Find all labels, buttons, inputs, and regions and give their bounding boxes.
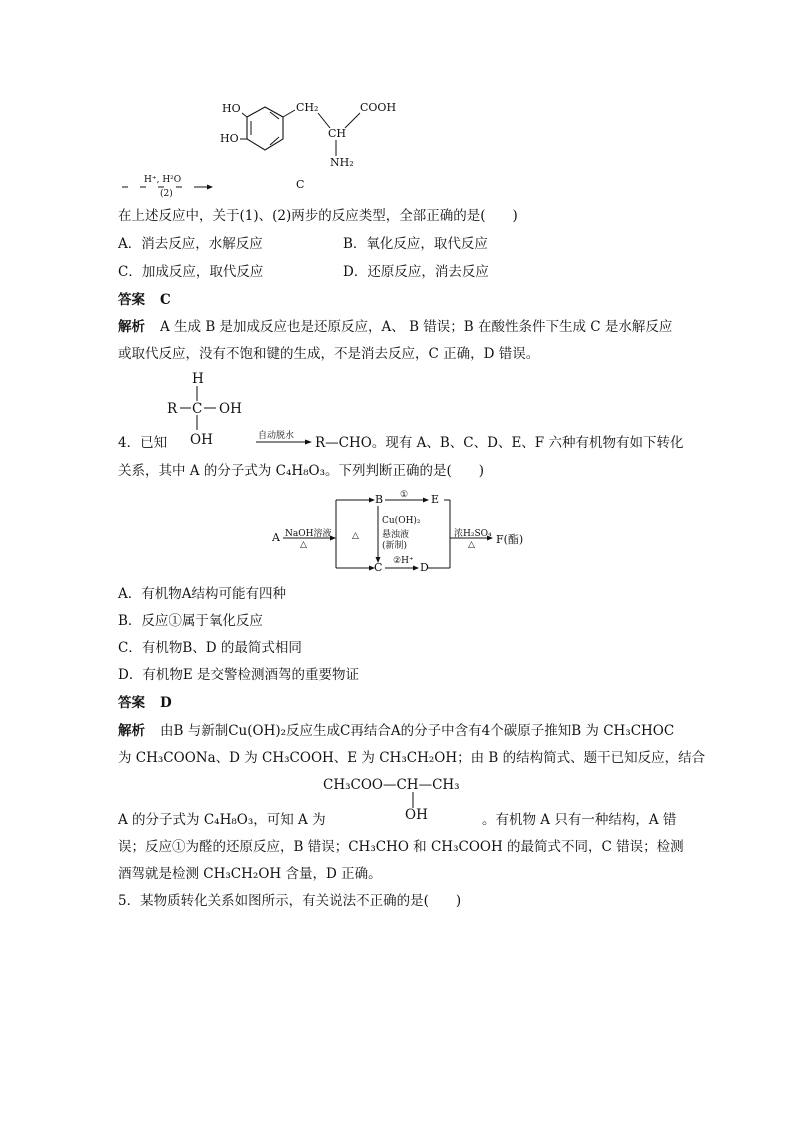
- scheme-step2: ②H⁺: [393, 556, 414, 566]
- nh2-label: NH₂: [330, 156, 354, 169]
- scheme-naoh: NaOH溶液: [285, 529, 332, 539]
- scheme-f: F(酯): [496, 533, 524, 546]
- q4-line2: 关系，其中 A 的分子式为 C₄H₈O₃。下列判断正确的是( ): [118, 463, 485, 479]
- ho-bottom-label: HO: [220, 132, 239, 145]
- q4-oh-bottom-label: OH: [190, 432, 213, 448]
- q4-oh-right-label: OH: [219, 401, 242, 417]
- q4-analysis-line3a: A 的分子式为 C₄H₈O₃，可知 A 为: [118, 812, 326, 828]
- q4-option-d: D．有机物E 是交警检测酒驾的重要物证: [118, 667, 359, 683]
- q4-analysis-line4: 误；反应①为醛的还原反应，B 错误；CH₃CHO 和 CH₃COOH 的最简式不同，C 错误；检测: [118, 839, 684, 855]
- scheme-cuoh-3: (新制): [382, 541, 408, 551]
- q3-option-d: D．还原反应，消去反应: [343, 264, 489, 280]
- q5-stem: 5．某物质转化关系如图所示，有关说法不正确的是( ): [118, 893, 462, 909]
- q4-answer: D: [160, 695, 172, 711]
- scheme-b: B: [375, 493, 384, 506]
- q4-struct2-oh: OH: [405, 807, 428, 823]
- q4-struct2-top: CH₃COO—CH—CH₃: [323, 777, 460, 793]
- q4-analysis-line2: 为 CH₃COONa、D 为 CH₃COOH、E 为 CH₃CH₂OH；由 B 的结构简式、题干已知反应，结合: [118, 750, 706, 766]
- scheme-cuoh-1: Cu(OH)₂: [382, 516, 421, 526]
- q3-analysis-line2: 或取代反应，没有不饱和键的生成，不是消去反应，C 正确，D 错误。: [118, 346, 540, 362]
- scheme-delta-mid: △: [352, 531, 359, 541]
- scheme-a: A: [272, 531, 280, 544]
- q3-analysis-line1: A 生成 B 是加成反应也是还原反应，A、 B 错误；B 在酸性条件下生成 C 是水解反应: [160, 319, 673, 335]
- q4-analysis-line3b: 。有机物 A 只有一种结构，A 错: [482, 812, 677, 828]
- q4-analysis-line5: 酒驾就是检测 CH₃CH₂OH 含量，D 正确。: [118, 866, 382, 882]
- q4-h-label: H: [192, 371, 204, 387]
- scheme-step1: ①: [400, 490, 409, 500]
- cooh-label: COOH: [360, 101, 397, 114]
- scheme-e: E: [431, 493, 440, 506]
- arrow-top-label: H⁺, H²O: [144, 175, 182, 185]
- scheme-delta2: △: [468, 540, 475, 550]
- q3-answer: C: [160, 292, 171, 308]
- scheme-cuoh-2: 悬浊液: [382, 530, 410, 540]
- q3-option-b: B．氧化反应，取代反应: [343, 236, 488, 252]
- q4-option-c: C．有机物B、D 的最简式相同: [118, 640, 302, 656]
- q4-c-label: C: [192, 401, 203, 417]
- ch-label: CH: [328, 127, 347, 140]
- q4-option-b: B．反应①属于氧化反应: [118, 613, 263, 629]
- q4-analysis-line1: 由B 与新制Cu(OH)₂反应生成C再结合A的分子中含有4个碳原子推知B 为 CH₃CHOC: [160, 723, 675, 739]
- scheme-d: D: [420, 561, 429, 574]
- q4-product-line: R—CHO。现有 A、B、C、D、E、F 六种有机物有如下转化: [315, 435, 684, 451]
- ch2-label: CH₂: [296, 101, 319, 114]
- q4-prefix: 4．已知: [118, 435, 168, 451]
- q3-option-a: A．消去反应，水解反应: [118, 236, 263, 252]
- q4-answer-label: 答案: [118, 695, 145, 711]
- q3-analysis-label: 解析: [118, 319, 145, 335]
- q4-option-a: A．有机物A结构可能有四种: [118, 586, 286, 602]
- scheme-h2so4: 浓H₂SO₄: [454, 529, 492, 539]
- q3-answer-label: 答案: [118, 292, 145, 308]
- q4-arrow-label: 自动脱水: [258, 431, 295, 441]
- compound-c-label: C: [296, 178, 305, 191]
- q3-option-c: C．加成反应，取代反应: [118, 264, 264, 280]
- q3-stem: 在上述反应中，关于(1)、(2)两步的反应类型，全部正确的是( ): [118, 208, 518, 224]
- q4-analysis-label: 解析: [118, 723, 145, 739]
- arrow-bottom-label: (2): [160, 189, 173, 199]
- scheme-delta1: △: [300, 540, 307, 550]
- ho-top-label: HO: [222, 102, 241, 115]
- scheme-c: C: [374, 561, 383, 574]
- q4-r-label: R: [167, 401, 178, 417]
